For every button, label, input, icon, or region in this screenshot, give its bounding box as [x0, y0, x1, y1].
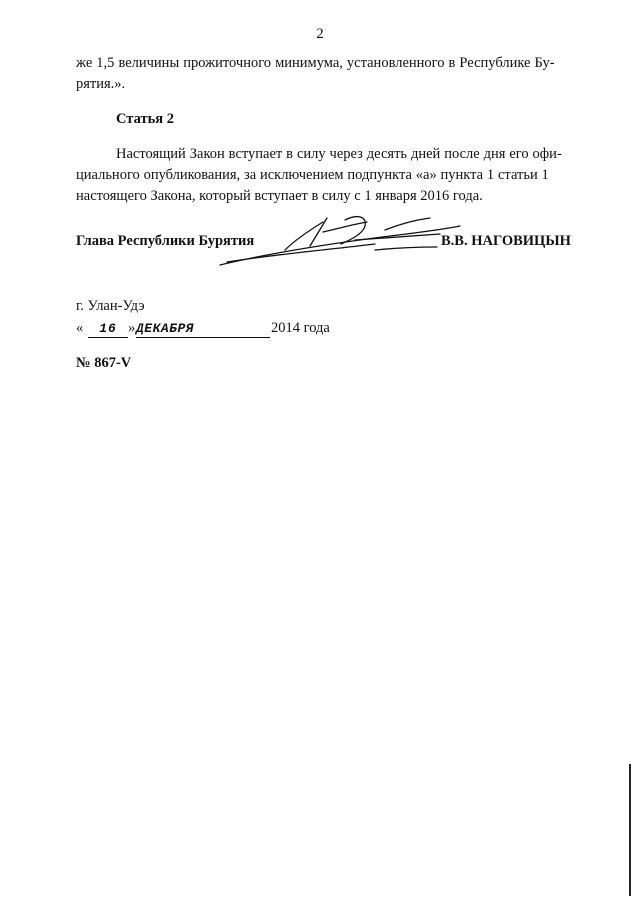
date-month: ДЕКАБРЯ [136, 321, 195, 336]
date-quote-close: » [128, 320, 136, 336]
date-day-field [88, 320, 128, 338]
scan-edge-line [629, 764, 631, 896]
continuation-line-1: же 1,5 величины прожиточного минимума, установленного в Республике Бу- [76, 55, 555, 71]
article-line-2: циального опубликования, за исключением подпункта «а» пункта 1 статьи 1 [76, 167, 549, 183]
signer-title: Глава Республики Бурятия [76, 233, 255, 249]
handwritten-signature [215, 210, 465, 270]
date-day: 16 [99, 321, 117, 336]
signer-name: В.В. НАГОВИЦЫН [441, 233, 571, 249]
continuation-line-2: рятия.». [76, 76, 126, 92]
date-year: 2014 года [271, 320, 330, 336]
page-number: 2 [316, 26, 324, 42]
date-quote-open: « [76, 320, 84, 336]
article-line-1: Настоящий Закон вступает в силу через десять дней после дня его офи- [116, 146, 562, 162]
date-month-field [136, 320, 270, 338]
article-line-3: настоящего Закона, который вступает в силу с 1 января 2016 года. [76, 188, 483, 204]
signing-date [76, 320, 376, 340]
place-of-signing: г. Улан-Удэ [76, 298, 145, 314]
document-number: № 867-V [76, 355, 132, 371]
article-heading: Статья 2 [116, 111, 174, 127]
